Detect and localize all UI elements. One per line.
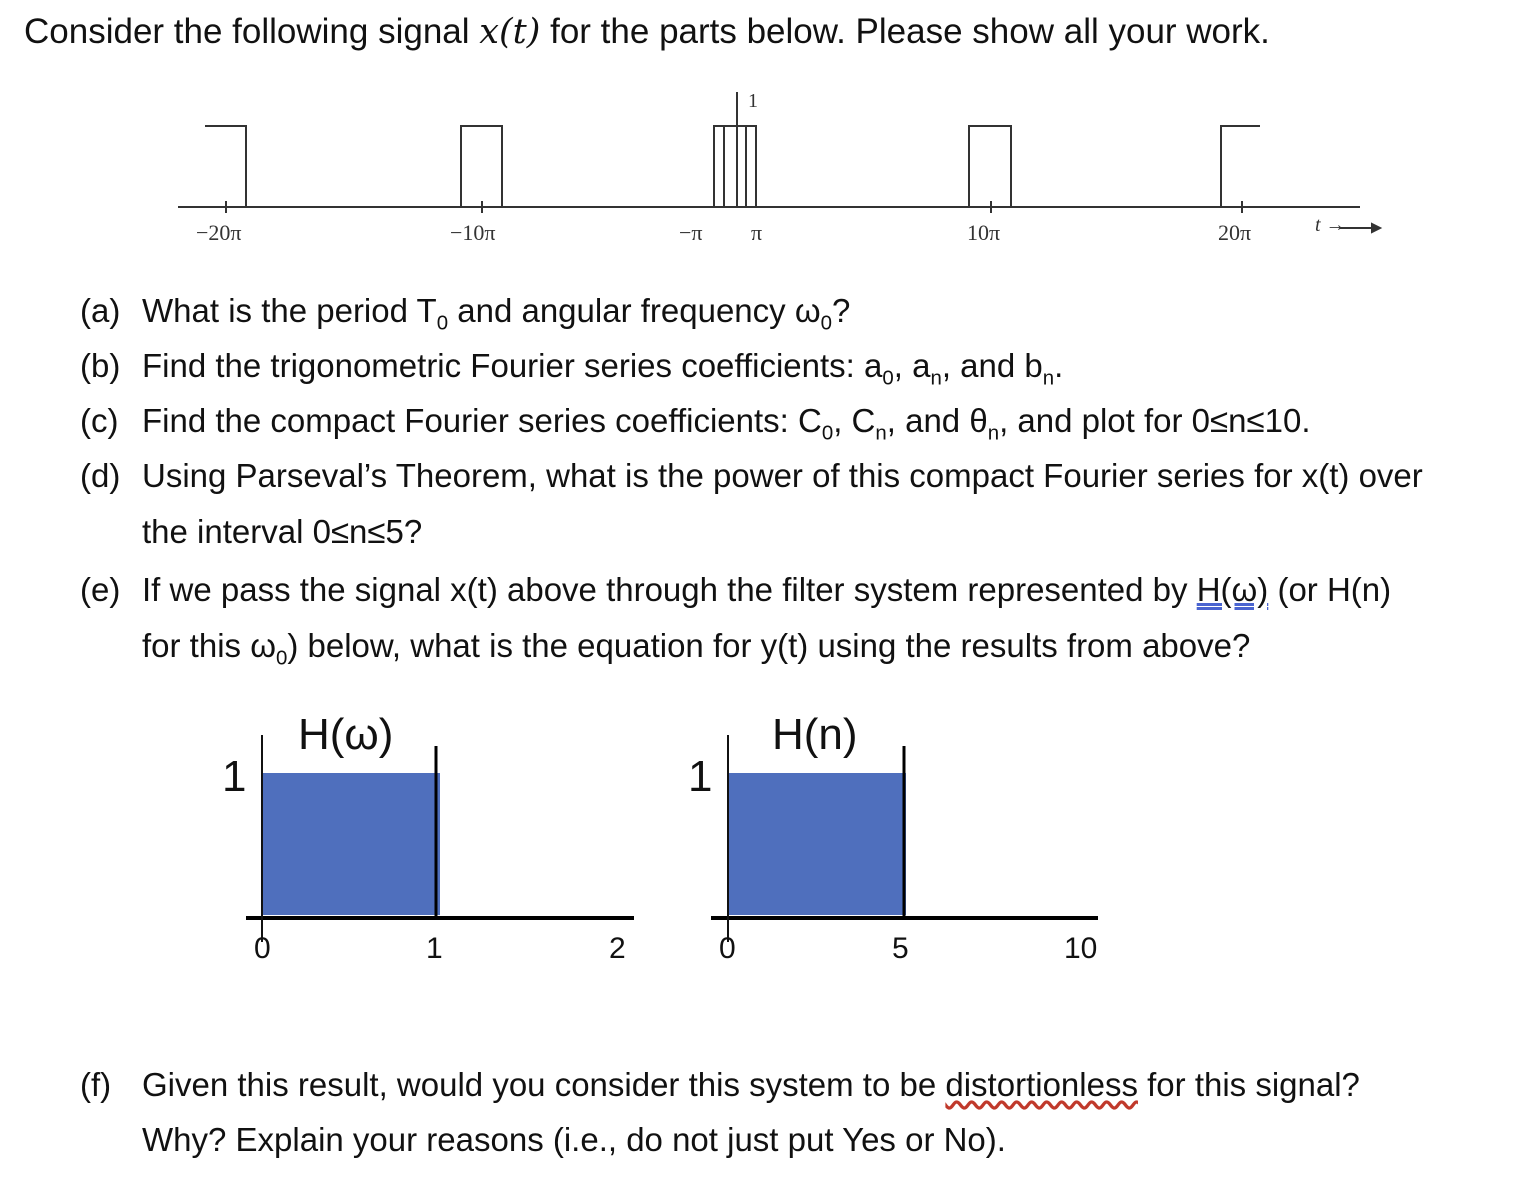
signal-amplitude-label: 1 <box>748 90 758 112</box>
h-n-passband <box>728 773 906 915</box>
question-a-part: ? <box>831 292 851 329</box>
question-b-sub: 0 <box>882 366 894 390</box>
filter-plot-h-omega <box>246 735 634 942</box>
question-c-part: , and plot for 0≤n≤10. <box>999 402 1311 439</box>
question-d-line-1: Using Parseval’s Theorem, what is the power of this compact Fourier series for x(t) over <box>142 457 1423 494</box>
question-b-label: (b) <box>80 347 121 384</box>
h-n-x-tick: 5 <box>892 932 909 965</box>
question-b-text <box>142 347 1063 391</box>
question-c-label: (c) <box>80 402 119 439</box>
h-omega-x-tick: 0 <box>254 932 271 965</box>
question-e-line-2 <box>142 627 1250 671</box>
signal-pulse-left-edge <box>205 126 246 207</box>
question-f-line-1 <box>142 1066 1360 1104</box>
signal-pulse-neg-10pi <box>461 126 502 207</box>
h-omega-title: H(ω) <box>298 710 394 759</box>
question-b-part: , a <box>893 347 931 384</box>
question-e-label: (e) <box>80 571 121 608</box>
question-a-sub: 0 <box>820 311 832 335</box>
intro-text-after: for the parts below. Please show all your work. <box>540 12 1270 51</box>
question-e-sub: 0 <box>275 646 288 670</box>
question-f-line-2: Why? Explain your reasons (i.e., do not just put Yes or No). <box>142 1121 1006 1158</box>
tick-label-20pi: 20π <box>1218 220 1252 245</box>
question-a-sub: 0 <box>436 311 449 335</box>
signal-symbol: x(t) <box>479 12 541 52</box>
intro-text-before: Consider the following signal <box>24 12 480 51</box>
h-omega-x-tick: 2 <box>609 932 626 965</box>
time-arrow-head <box>1372 224 1380 232</box>
question-c-sub: 0 <box>821 421 834 445</box>
h-omega-y-label: 1 <box>222 752 247 801</box>
question-e-part: for this ω <box>142 627 276 664</box>
filter-plot-h-n <box>711 735 1098 942</box>
time-axis-label: t → <box>1315 214 1346 236</box>
question-e-part: (or H(n) <box>1268 571 1392 608</box>
question-f-part: for this signal? <box>1137 1066 1360 1103</box>
question-b-sub: n <box>1042 366 1055 390</box>
question-a-text <box>142 292 850 336</box>
question-d-line-2: the interval 0≤n≤5? <box>142 513 423 550</box>
question-a-label: (a) <box>80 292 121 329</box>
question-b-sub: n <box>930 366 942 390</box>
h-n-y-label: 1 <box>688 752 713 801</box>
question-c-part: , and θ <box>886 402 988 439</box>
question-c-text <box>142 402 1310 446</box>
question-c-sub: n <box>875 421 887 445</box>
h-n-title: H(n) <box>772 710 858 759</box>
question-e-part: If we pass the signal x(t) above through the filter system represented by <box>142 571 1197 608</box>
signal-pulse-pos-10pi <box>969 126 1011 207</box>
question-c-sub: n <box>987 421 1000 445</box>
question-d-label: (d) <box>80 457 121 494</box>
h-omega-x-tick: 1 <box>426 932 443 965</box>
tick-label-neg-20pi: −20π <box>196 220 242 245</box>
question-e-part: ) below, what is the equation for y(t) using the results from above? <box>287 627 1251 664</box>
question-a-part: What is the period T <box>142 292 437 329</box>
h-n-x-tick: 0 <box>719 932 736 965</box>
tick-label-10pi: 10π <box>967 220 1001 245</box>
signal-plot <box>178 92 1380 232</box>
question-a-part: and angular frequency ω <box>448 292 821 329</box>
question-c-part: Find the compact Fourier series coefficients: C <box>142 402 822 439</box>
question-b-part: Find the trigonometric Fourier series coefficients: a <box>142 347 883 384</box>
question-e-h-omega: H(ω) <box>1196 571 1269 608</box>
tick-label-neg-10pi: −10π <box>450 220 496 245</box>
question-e-line-1 <box>142 571 1391 609</box>
question-c-part: , C <box>833 402 876 439</box>
h-omega-passband <box>262 773 440 915</box>
tick-label-pi: π <box>751 220 763 245</box>
question-f-part: Given this result, would you consider this system to be <box>142 1066 946 1103</box>
question-b-part: . <box>1054 347 1064 384</box>
signal-pulse-center <box>714 126 756 207</box>
tick-label-neg-pi: −π <box>679 220 703 245</box>
h-n-x-tick: 10 <box>1064 932 1098 965</box>
question-f-distortionless: distortionless <box>945 1066 1138 1103</box>
question-f-label: (f) <box>80 1066 112 1103</box>
signal-pulse-right-edge <box>1221 126 1260 207</box>
question-b-part: , and b <box>941 347 1043 384</box>
